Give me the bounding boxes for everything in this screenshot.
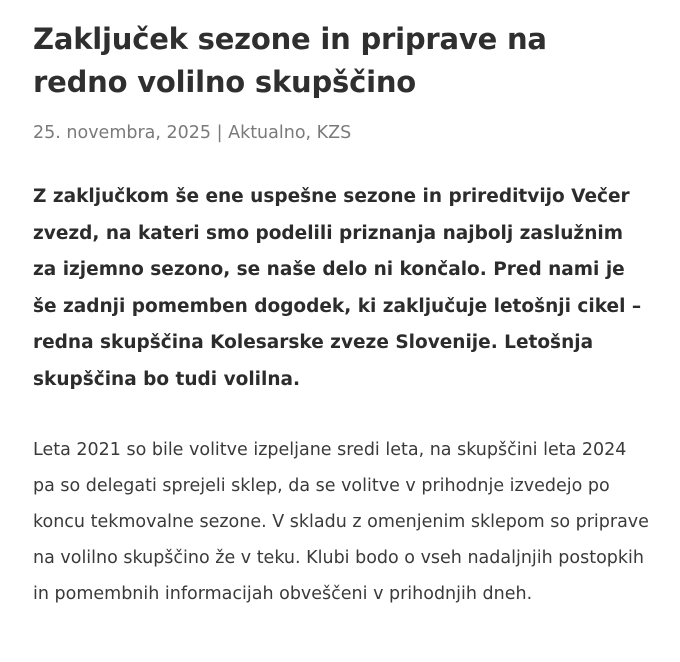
article-title: Zaključek sezone in priprave na redno volilno skupščino	[33, 22, 547, 99]
meta-separator: |	[211, 123, 229, 143]
article-paragraph: Leta 2021 so bile volitve izpeljane sredi leta, na skupščini leta 2024 pa so delegati sprejeli sklep, da se volitve v prihodnje izvedejo po koncu tekmovalne sezone. V skladu z omenjenim sklepom so priprave na volilno skupščino že v teku. Klubi bodo o vseh nadaljnjih postopkih in pomembnih informacijah obveščeni v prihodnjih dneh.	[33, 440, 649, 604]
article-lead: Z zaključkom še ene uspešne sezone in prireditvijo Večer zvezd, na kateri smo podelili priznanja najbolj zaslužnim za izjemno sezono, se naše delo ni končalo. Pred nami je še zadnji pomemben dogodek, ki zaključuje letošnji cikel – redna skupščina Kolesarske zveze Slovenije. Letošnja skupščina bo tudi volilna.	[33, 186, 642, 390]
article-date: 25. novembra, 2025	[33, 123, 212, 143]
article-categories: Aktualno, KZS	[228, 123, 352, 143]
article-meta	[33, 120, 650, 146]
